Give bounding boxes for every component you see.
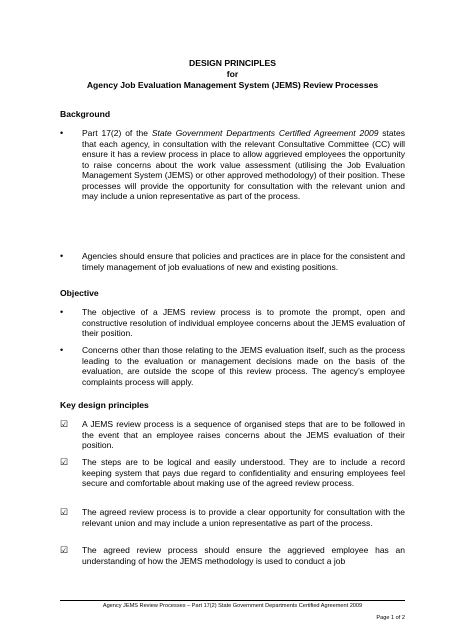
paragraph-text: states that each agency, in consultation with the relevant Consultative Committee (CC) will ensure it has a review process in place to allow aggrieved employees the opportunity to raise concerns about the work value assessment (utilising the Job Evaluation Management System (JEMS) or other approved methodology) of their position. These processes will provide the opportunity for consultation with the relevant union and may include a union representative as part of the process. [82,128,405,201]
paragraph: The agreed review process is to provide a clear opportunity for consultation with the relevant union and may include a union representative as part of the process. [82,507,405,528]
bullet-icon: • [60,345,64,355]
heading-objective: Objective [60,288,99,298]
bullet-icon: • [60,128,64,138]
document-title-line-3: Agency Job Evaluation Management System (JEMS) Review Processes [86,80,379,90]
paragraph: The objective of a JEMS review process is to promote the prompt, open and constructive resolution of individual employee concerns about the JEMS evaluation of their position. [82,307,405,338]
agreement-title: State Government Departments Certified Agreement 2009 [151,128,379,138]
page-number: Page 1 of 2 [376,615,405,621]
bullet-icon: • [60,251,64,261]
paragraph: Agencies should ensure that policies and practices are in place for the consistent and timely management of job evaluations of new and existing positions. [82,251,405,272]
paragraph: The steps are to be logical and easily understood. They are to include a record keeping system that pays due regard to confidentiality and ensuring employees feel secure and comfortable about making use of the agreed review process. [82,457,405,488]
footer-text: Agency JEMS Review Processes – Part 17(2) State Government Departments Certified Agreement 2009 [102,603,363,609]
checkbox-icon: ☑ [60,507,69,517]
heading-background: Background [60,109,111,119]
paragraph [82,128,405,202]
document-title-line-1: DESIGN PRINCIPLES [189,58,276,68]
page-footer [60,600,405,621]
checkbox-icon: ☑ [60,457,69,467]
document-title-line-2: for [226,69,239,79]
paragraph: A JEMS review process is a sequence of organised steps that are to be followed in the event that an employee raises concerns about the JEMS evaluation of their position. [82,419,405,450]
paragraph-text: Part 17(2) of the [82,128,152,138]
bullet-icon: • [60,307,64,317]
paragraph: Concerns other than those relating to the JEMS evaluation itself, such as the process leading to the evaluation or management decisions made on the basis of the evaluation, are outside the scope of this review process. The agency’s employee complaints process will apply. [82,345,405,387]
checkbox-icon: ☑ [60,545,69,555]
heading-key-design-principles: Key design principles [60,400,149,410]
checkbox-icon: ☑ [60,419,69,429]
paragraph: The agreed review process should ensure the aggrieved employee has an understanding of how the JEMS methodology is used to conduct a job [82,545,405,566]
